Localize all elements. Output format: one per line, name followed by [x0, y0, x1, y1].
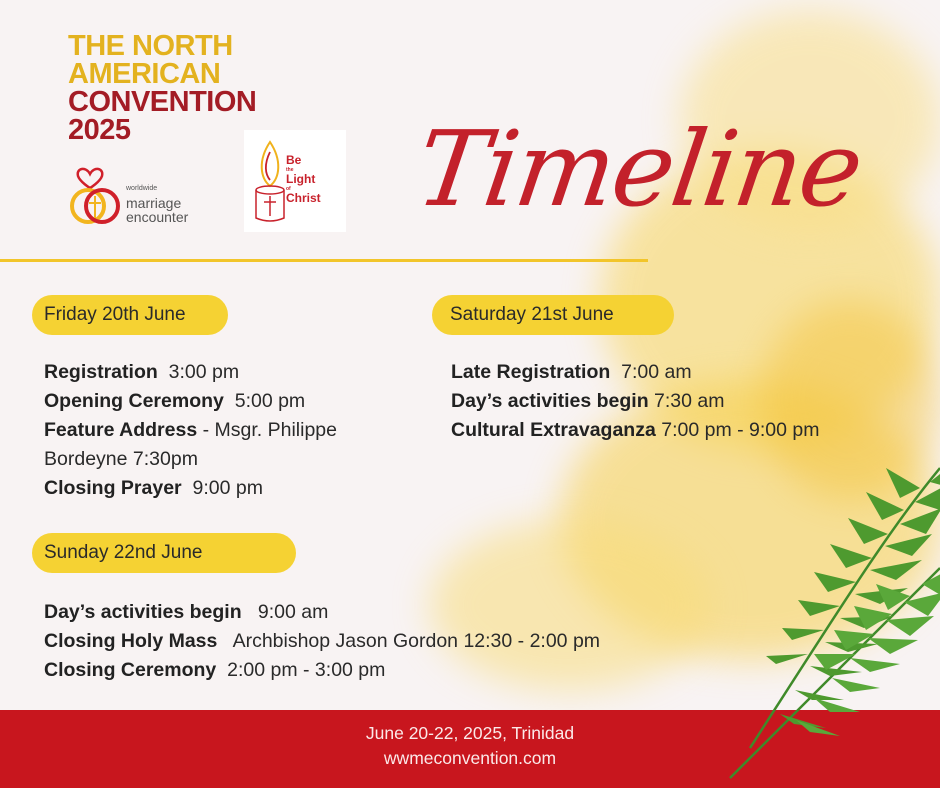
blc-small: of	[286, 186, 291, 192]
blc-line: Be	[286, 153, 302, 167]
schedule-row	[44, 627, 600, 656]
schedule-row	[451, 416, 820, 445]
rings-heart-icon	[68, 160, 128, 230]
schedule-row	[44, 387, 337, 416]
day-pill-sunday	[32, 533, 296, 573]
event-name: Closing Ceremony	[44, 659, 217, 681]
event-detail: 7:00 pm - 9:00 pm	[661, 419, 820, 441]
event-detail: 9:00 am	[257, 601, 329, 623]
schedule-row	[44, 474, 337, 503]
title-line: 2025	[68, 114, 131, 146]
be-the-light-logo	[244, 130, 346, 232]
convention-title	[68, 32, 256, 144]
saturday-schedule	[451, 358, 820, 445]
event-detail: 3:00 pm	[168, 361, 240, 383]
footer-dates: June 20-22, 2025, Trinidad	[365, 723, 575, 743]
event-name: Cultural Extravaganza	[451, 419, 656, 441]
schedule-row	[44, 445, 337, 474]
event-detail: 2:00 pm - 3:00 pm	[227, 659, 386, 681]
blc-line: Light	[286, 172, 316, 186]
event-name: Day’s activities begin	[44, 601, 242, 623]
gold-divider	[0, 259, 648, 262]
marriage-encounter-wordmark	[126, 182, 188, 224]
title-line: CONVENTION	[68, 86, 257, 118]
event-name: Day’s activities begin	[451, 390, 649, 412]
day-pill-friday	[32, 295, 228, 335]
schedule-row	[44, 598, 600, 627]
day-label: Friday 20th June	[44, 304, 186, 325]
timeline-heading: Timeline	[409, 108, 869, 230]
blc-line: Christ	[286, 191, 321, 205]
blc-small: the	[286, 167, 294, 173]
event-detail: 7:30 am	[654, 390, 725, 412]
be-the-light-wordmark	[286, 154, 321, 205]
title-line: THE NORTH	[68, 30, 233, 62]
event-name: Opening Ceremony	[44, 390, 224, 412]
sunday-schedule	[44, 598, 600, 685]
event-detail: 9:00 pm	[192, 477, 263, 499]
event-detail: Archbishop Jason Gordon 12:30 - 2:00 pm	[232, 630, 601, 652]
schedule-row	[44, 416, 337, 445]
event-detail: - Msgr. Philippe	[202, 419, 337, 441]
day-pill-saturday	[432, 295, 674, 335]
event-detail: Bordeyne 7:30pm	[44, 448, 198, 470]
friday-schedule	[44, 358, 337, 503]
wme-worldwide: worldwide	[126, 185, 158, 192]
event-detail: 7:00 am	[621, 361, 692, 383]
event-name: Closing Prayer	[44, 477, 182, 499]
event-name: Feature Address	[44, 419, 198, 441]
schedule-row	[451, 387, 820, 416]
event-detail: 5:00 pm	[234, 390, 306, 412]
schedule-row	[451, 358, 820, 387]
event-name: Closing Holy Mass	[44, 630, 218, 652]
schedule-row	[44, 358, 337, 387]
event-name: Late Registration	[451, 361, 611, 383]
palm-leaf-icon	[690, 448, 940, 788]
day-label: Sunday 22nd June	[44, 542, 203, 563]
title-line: AMERICAN	[68, 58, 221, 90]
wme-line: marriage	[126, 195, 182, 211]
wme-line: encounter	[126, 209, 189, 225]
schedule-row	[44, 656, 600, 685]
day-label: Saturday 21st June	[450, 304, 614, 325]
event-name: Registration	[44, 361, 158, 383]
footer-website[interactable]: wwmeconvention.com	[383, 748, 557, 768]
